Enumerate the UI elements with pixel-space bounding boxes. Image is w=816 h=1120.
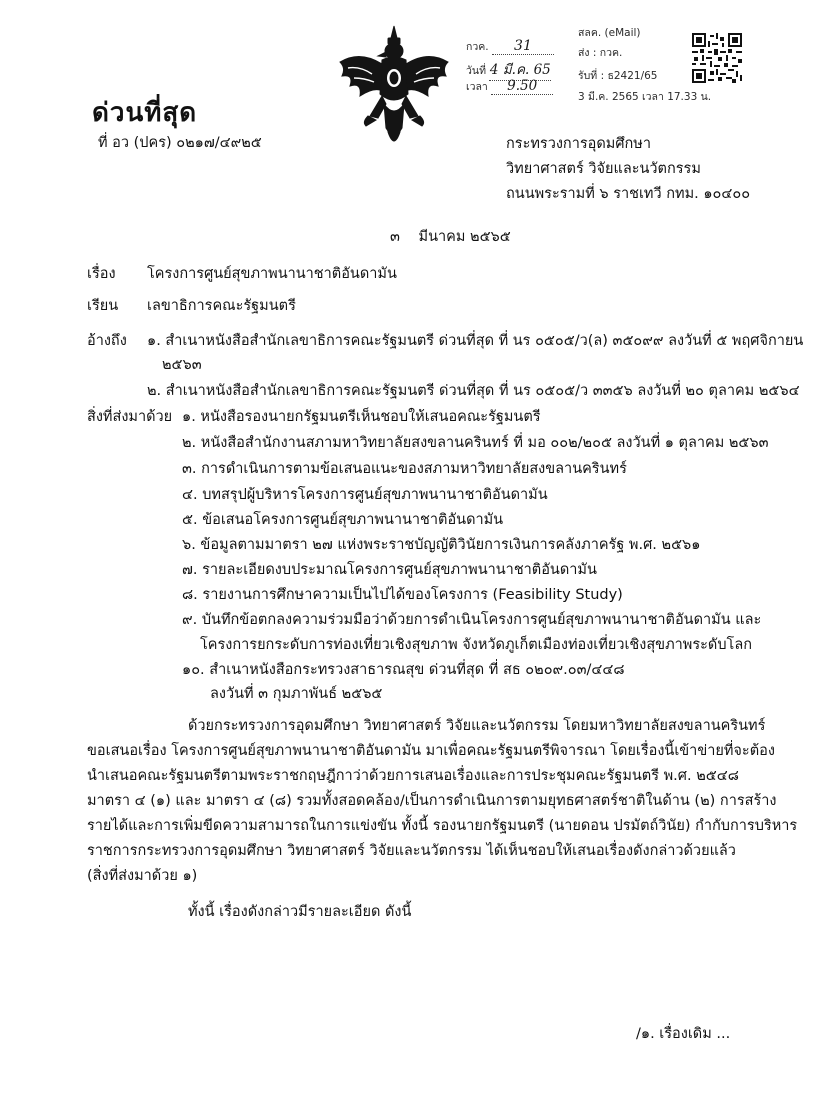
- subject-label: เรื่อง: [87, 266, 116, 282]
- stamp-time-value: 9.50: [491, 78, 553, 95]
- attachment-item-continued: โครงการยกระดับการท่องเที่ยวเชิงสุขภาพ จังหวัดภูเก็ตเมืองท่องเที่ยวเชิงสุขภาพระดับโลก: [200, 637, 753, 653]
- attachment-item: ๒. หนังสือสำนักงานสภามหาวิทยาลัยสงขลานครินทร์ ที่ มอ ๐๐๒/๒๐๕ ลงวันที่ ๑ ตุลาคม ๒๕๖๓: [182, 435, 769, 451]
- document-date: [390, 225, 511, 248]
- attachments-label: สิ่งที่ส่งมาด้วย: [87, 409, 173, 425]
- sender-line-2: วิทยาศาสตร์ วิจัยและนวัตกรรม: [506, 161, 701, 177]
- to-label: เรียน: [87, 298, 119, 314]
- urgency-heading: ด่วนที่สุด: [92, 98, 198, 128]
- continuation-footer: /๑. เรื่องเดิม ...: [636, 1026, 731, 1042]
- body-line-1: ด้วยกระทรวงการอุดมศึกษา วิทยาศาสตร์ วิจัยและนวัตกรรม โดยมหาวิทยาลัยสงขลานครินทร์: [188, 718, 766, 734]
- closing-line: ทั้งนี้ เรื่องดังกล่าวมีรายละเอียด ดังนี้: [188, 904, 412, 920]
- body-line: รายได้และการเพิ่มขีดความสามารถในการแข่งขัน ทั้งนี้ รองนายกรัฐมนตรี (นายดอน ปรมัตถ์วินัย) กำกับการบริหาร: [87, 818, 798, 834]
- attachment-item: ๔. บทสรุปผู้บริหารโครงการศูนย์สุขภาพนานาชาติอันดามัน: [182, 487, 548, 503]
- email-receipt-line-1: สลค. (eMail): [578, 27, 641, 39]
- reference-1-line-2: ๒๕๖๓: [162, 357, 202, 373]
- stamp-date-value: 4 มี.ค. 65: [489, 58, 551, 81]
- attachment-item: ๖. ข้อมูลตามมาตรา ๒๗ แห่งพระราชบัญญัติวินัยการเงินการคลังภาครัฐ พ.ศ. ๒๕๖๑: [182, 537, 701, 553]
- stamp-no-value: 31: [492, 38, 554, 55]
- body-line: ขอเสนอเรื่อง โครงการศูนย์สุขภาพนานาชาติอันดามัน มาเพื่อคณะรัฐมนตรีพิจารณา โดยเรื่องนี้เข้าข่ายที่จะต้อง: [87, 743, 775, 759]
- attachment-item: ๕. ข้อเสนอโครงการศูนย์สุขภาพนานาชาติอันดามัน: [182, 512, 504, 528]
- attachment-item-continued: ลงวันที่ ๓ กุมภาพันธ์ ๒๕๖๕: [210, 686, 383, 702]
- body-line: (สิ่งที่ส่งมาด้วย ๑): [87, 868, 198, 884]
- garuda-emblem-icon: [332, 24, 456, 152]
- reference-1-line-1: ๑. สำเนาหนังสือสำนักเลขาธิการคณะรัฐมนตรี ด่วนที่สุด ที่ นร ๐๕๐๕/ว(ล) ๓๕๐๙๙ ลงวันที่ ๕ พฤศจิกายน: [147, 333, 804, 349]
- qr-code-icon: [692, 33, 742, 83]
- attachment-item: ๑๐. สำเนาหนังสือกระทรวงสาธารณสุข ด่วนที่สุด ที่ สธ ๐๒๐๙.๐๓/๔๔๘: [182, 662, 625, 678]
- date-month-year: มีนาคม ๒๕๖๕: [418, 229, 511, 245]
- body-line: ราชการกระทรวงการอุดมศึกษา วิทยาศาสตร์ วิจัยและนวัตกรรม ได้เห็นชอบให้เสนอเรื่องดังกล่าวด้วยแล้ว: [87, 843, 736, 859]
- email-receipt-line-4: 3 มี.ค. 2565 เวลา 17.33 น.: [578, 91, 712, 103]
- attachment-item: ๓. การดำเนินการตามข้อเสนอแนะของสภามหาวิทยาลัยสงขลานครินทร์: [182, 461, 627, 477]
- references-label: อ้างถึง: [87, 333, 127, 349]
- attachment-item: ๙. บันทึกข้อตกลงความร่วมมือว่าด้วยการดำเนินโครงการศูนย์สุขภาพนานาชาติอันดามัน และ: [182, 612, 762, 628]
- attachment-item: ๗. รายละเอียดงบประมาณโครงการศูนย์สุขภาพนานาชาติอันดามัน: [182, 562, 597, 578]
- subject-text: โครงการศูนย์สุขภาพนานาชาติอันดามัน: [147, 266, 397, 282]
- attachment-item: ๑. หนังสือรองนายกรัฐมนตรีเห็นชอบให้เสนอคณะรัฐมนตรี: [182, 409, 541, 425]
- body-line: มาตรา ๔ (๑) และ มาตรา ๔ (๘) รวมทั้งสอดคล้อง/เป็นการดำเนินการตามยุทธศาสตร์ชาติในด้าน (๒) การสร้าง: [87, 793, 777, 809]
- attachment-item: ๘. รายงานการศึกษาความเป็นไปได้ของโครงการ (Feasibility Study): [182, 587, 623, 603]
- stamp-no-label: กวค.: [466, 41, 489, 53]
- email-receipt-line-2: ส่ง : กวค.: [578, 47, 623, 59]
- date-day: ๓: [390, 229, 400, 245]
- body-line: นำเสนอคณะรัฐมนตรีตามพระราชกฤษฎีกาว่าด้วยการเสนอเรื่องและการประชุมคณะรัฐมนตรี พ.ศ. ๒๕๔๘: [87, 768, 739, 784]
- sender-line-1: กระทรวงการอุดมศึกษา: [506, 136, 651, 152]
- stamp-date-label: วันที่: [466, 65, 486, 77]
- email-receipt-line-3: รับที่ : ธ2421/65: [578, 70, 658, 82]
- sender-line-3: ถนนพระรามที่ ๖ ราชเทวี กทม. ๑๐๔๐๐: [506, 186, 751, 202]
- to-text: เลขาธิการคณะรัฐมนตรี: [147, 298, 296, 314]
- stamp-time-label: เวลา: [466, 81, 488, 93]
- document-number: ที่ อว (ปคร) ๐๒๑๗/๔๙๒๕: [98, 135, 262, 151]
- reference-2: ๒. สำเนาหนังสือสำนักเลขาธิการคณะรัฐมนตรี ด่วนที่สุด ที่ นร ๐๕๐๕/ว ๓๓๕๖ ลงวันที่ ๒๐ ตุลาคม ๒๕๖๔: [147, 383, 800, 399]
